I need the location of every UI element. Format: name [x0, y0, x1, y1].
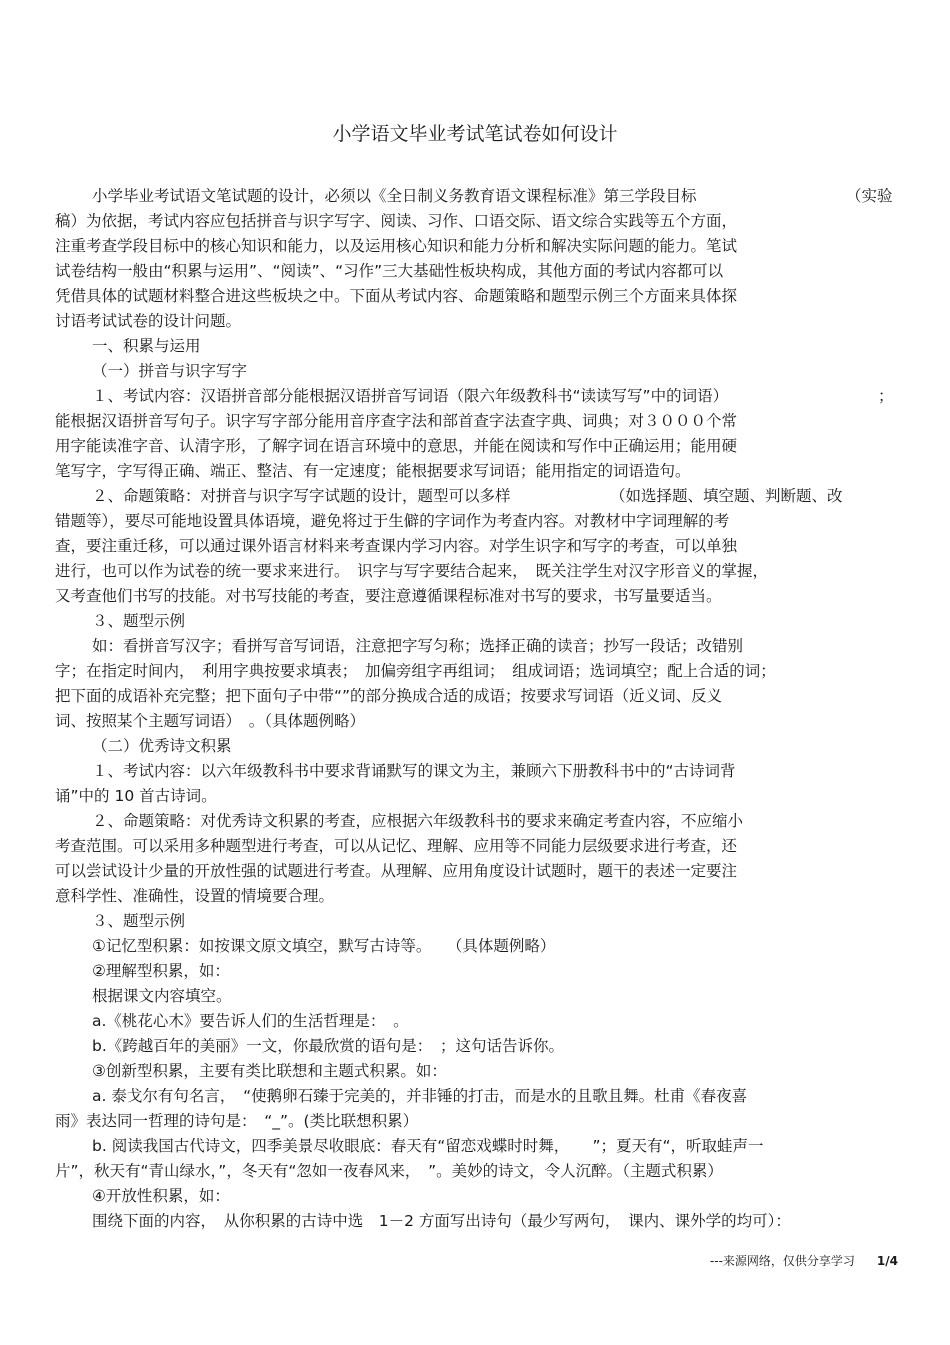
section-heading: 一、积累与运用 [92, 337, 201, 355]
text-line: a. 泰戈尔有句名言， “使鹅卵石臻于完美的，并非锤的打击，而是水的且歌且舞。杜甫《春夜喜 [92, 1087, 748, 1105]
subsection-heading: （一）拼音与识字写字 [92, 362, 248, 380]
text-line: 错题等），要尽可能地设置具体语境，避免将过于生僻的字词作为考查内容。对教材中字词理解的考 [55, 512, 730, 530]
subsection-heading: （二）优秀诗文积累 [92, 737, 232, 755]
text-line: ２、命题策略：对拼音与识字写字试题的设计，题型可以多样 [92, 487, 511, 505]
text-line: 根据课文内容填空。 [92, 987, 232, 1005]
text-line: 笔写字，字写得正确、端正、整洁、有一定速度；能根据要求写词语；能用指定的词语造句。 [55, 462, 691, 480]
text-line: ２、命题策略：对优秀诗文积累的考查，应根据六年级教科书的要求来确定考查内容，不应缩小 [92, 812, 744, 830]
text-line: 能根据汉语拼音写句子。识字写字部分能用音序查字法和部首查字法查字典、词典；对３０００个常 [55, 412, 738, 430]
page-number: 1/4 [876, 1254, 898, 1268]
text-line-end: ； [878, 387, 894, 405]
text-line: 考查范围。可以采用多种题型进行考查，可以从记忆、理解、应用等不同能力层级要求进行考查，还 [55, 837, 738, 855]
text-line: 雨》表达同一哲理的诗句是： “_”。(类比联想积累） [55, 1112, 419, 1130]
text-line: 意科学性、准确性，设置的情境要合理。 [55, 887, 335, 905]
text-line: １、考试内容：以六年级教科书中要求背诵默写的课文为主，兼顾六下册教科书中的“古诗词背 [92, 762, 736, 780]
subsection-heading: ３、题型示例 [92, 912, 186, 930]
text-line: 片”，秋天有“青山绿水，”，冬天有“忽如一夜春风来， ”。美妙的诗文，令人沉醉。（主题式积累） [55, 1162, 723, 1180]
text-line: 小学毕业考试语文笔试题的设计，必须以《全日制义务教育语文课程标准》第三学段目标 [92, 187, 697, 205]
text-line: 查，要注重迁移，可以通过课外语言材料来考查课内学习内容。对学生识字和写字的考查，可以单独 [55, 537, 738, 555]
text-line: 凭借具体的试题材料整合进这些板块之中。下面从考试内容、命题策略和题型示例三个方面来具体探 [55, 287, 738, 305]
page-footer [710, 1253, 898, 1269]
text-line-end: （实验 [846, 187, 893, 205]
text-line: 如：看拼音写汉字；看拼写音写词语，注意把字写匀称；选择正确的读音；抄写一段话；改错别 [92, 637, 744, 655]
text-line: b.《跨越百年的美丽》一文，你最欣赏的语句是： ；这句话告诉你。 [92, 1037, 565, 1055]
text-line: 稿）为依据，考试内容应包括拼音与识字写字、阅读、习作、口语交际、语文综合实践等五个方面， [55, 212, 738, 230]
text-line: 又考查他们书写的技能。对书写技能的考查，要注意遵循课程标准对书写的要求，书写量要适当。 [55, 587, 722, 605]
text-line: 诵”中的 10 首古诗词。 [55, 787, 217, 805]
text-line: 词、按照某个主题写词语） 。（具体题例略） [55, 712, 366, 730]
text-line: 讨语考试试卷的设计问题。 [55, 312, 242, 330]
text-line: b. 阅读我国古代诗文，四季美景尽收眼底：春天有“留恋戏蝶时时舞， ”；夏天有“，听取蛙声一 [92, 1137, 764, 1155]
text-line: 用字能读准字音、认清字形，了解字词在语言环境中的意思，并能在阅读和写作中正确运用；能用硬 [55, 437, 738, 455]
text-line: 试卷结构一般由“积累与运用”、“阅读”、“习作”三大基础性板块构成，其他方面的考试内容都可以 [55, 262, 724, 280]
text-line: ④开放性积累，如： [92, 1187, 230, 1205]
text-line-end: （如选择题、填空题、判断题、改 [610, 487, 843, 505]
text-line: ②理解型积累，如： [92, 962, 230, 980]
text-line: ③创新型积累，主要有类比联想和主题式积累。如： [92, 1062, 447, 1080]
footer-source: ---来源网络，仅供分享学习 [709, 1254, 855, 1268]
text-line: 可以尝试设计少量的开放性强的试题进行考查。从理解、应用角度设计试题时，题干的表述一定要注 [55, 862, 738, 880]
page-title: 小学语文毕业考试笔试卷如何设计 [332, 123, 618, 145]
text-line: 进行，也可以作为试卷的统一要求来进行。 识字与写字要结合起来， 既关注学生对汉字形音义的掌握， [55, 562, 769, 580]
text-line: ①记忆型积累：如按课文原文填空，默写古诗等。 （具体题例略） [92, 937, 556, 955]
text-line: a.《桃花心木》要告诉人们的生活哲理是： 。 [92, 1012, 409, 1030]
text-line: １、考试内容：汉语拼音部分能根据汉语拼音写词语（限六年级教科书“读读写写”中的词语） [92, 387, 729, 405]
text-line: 注重考查学段目标中的核心知识和能力，以及运用核心知识和能力分析和解决实际问题的能力。笔试 [55, 237, 738, 255]
subsection-heading: ３、题型示例 [92, 612, 186, 630]
text-line: 字；在指定时间内， 利用字典按要求填表； 加偏旁组字再组词； 组成词语；选词填空；配上合适的词； [55, 662, 776, 680]
text-line: 围绕下面的内容， 从你积累的古诗中选 1－2 方面写出诗句（最少写两句， 课内、课外学的均可）： [92, 1212, 791, 1230]
text-line: 把下面的成语补充完整；把下面句子中带“”的部分换成合适的成语；按要求写词语（近义词、反义 [55, 687, 723, 705]
